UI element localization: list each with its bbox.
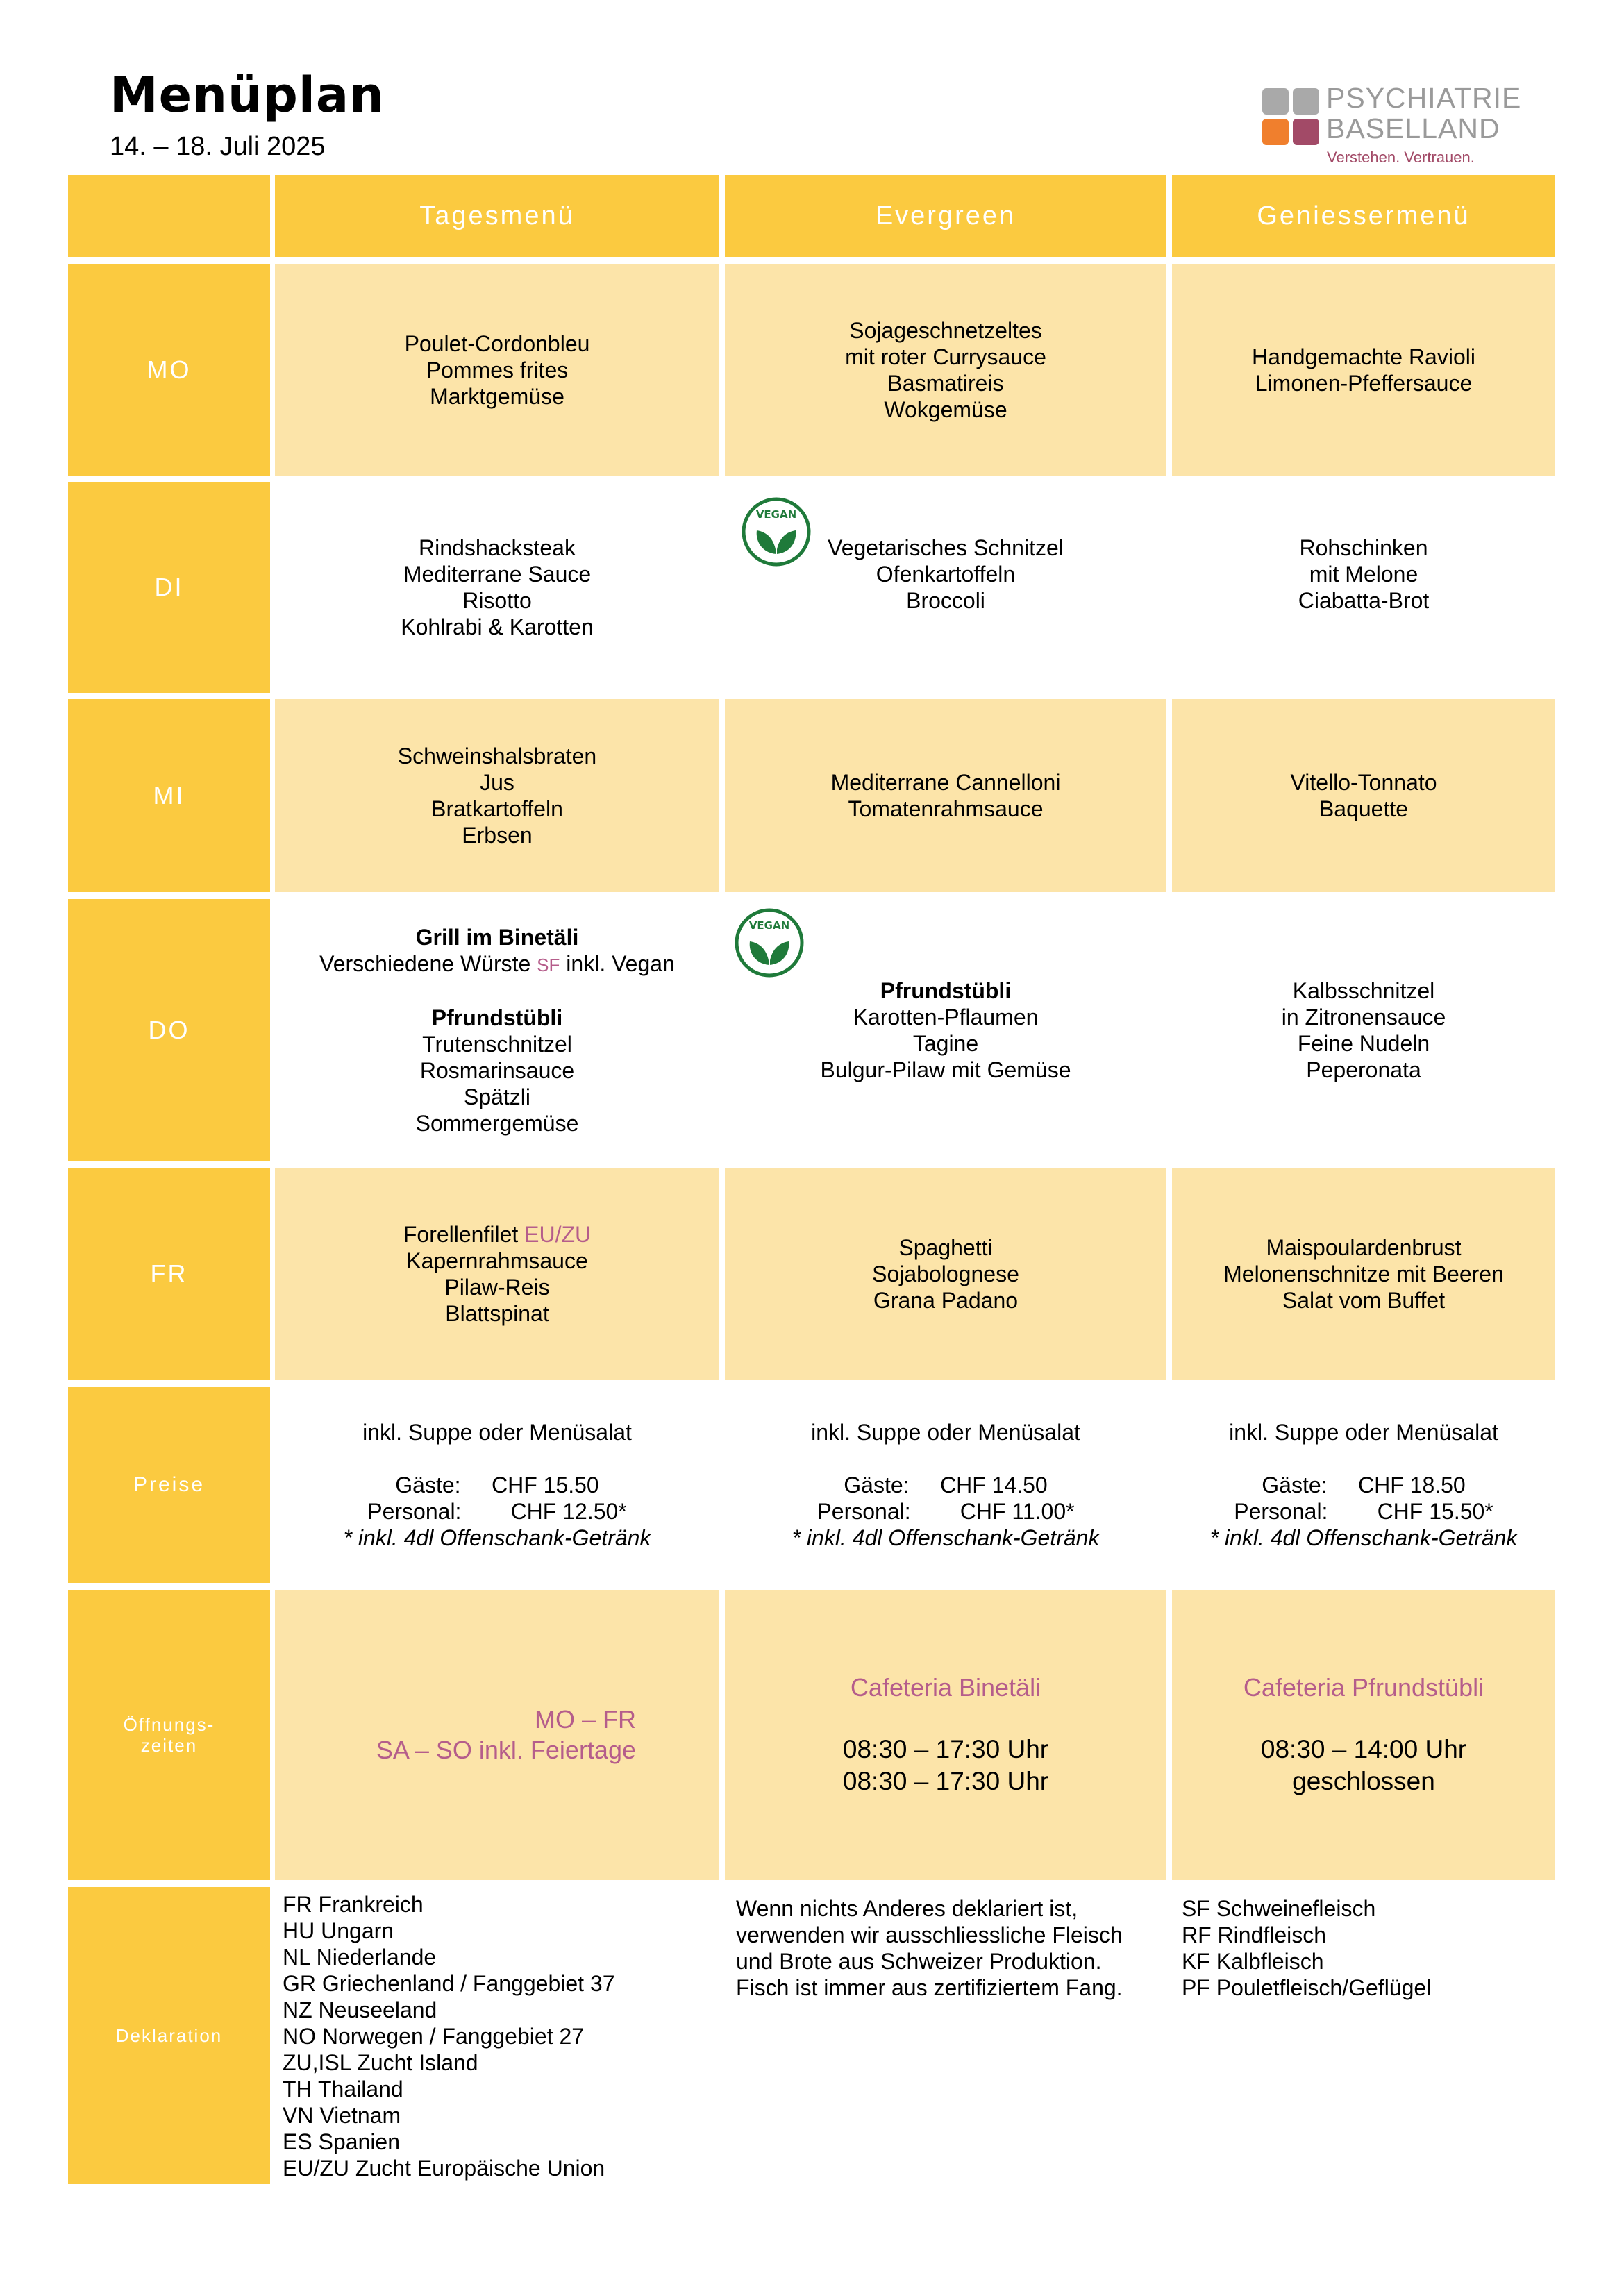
menu-line: Baquette: [1319, 796, 1409, 821]
menu-line: Karotten-Pflaumen: [853, 1005, 1039, 1030]
list-item: KF Kalbfleisch: [1182, 1949, 1324, 1974]
corner-cell: [68, 175, 270, 257]
price-staff-label: Personal:: [817, 1499, 911, 1524]
menu-line-forelle: [403, 1221, 591, 1248]
prices-geniesser: [1172, 1387, 1555, 1583]
list-item: GR Griechenland / Fanggebiet 37: [283, 1971, 615, 1996]
date-range: 14. – 18. Juli 2025: [110, 132, 326, 161]
menu-line: Kapernrahmsauce: [406, 1248, 588, 1273]
logo-square-orange: [1262, 119, 1289, 145]
opening-label: [68, 1590, 270, 1880]
menu-line: Feine Nudeln: [1297, 1031, 1430, 1056]
origin-tag-euzu: EU/ZU: [524, 1222, 592, 1247]
list-item: NO Norwegen / Fanggebiet 27: [283, 2024, 585, 2049]
menu-line: Spätzli: [463, 1084, 531, 1109]
price-guest-line: [1262, 1472, 1465, 1498]
menu-line: Maispoulardenbrust: [1266, 1235, 1462, 1260]
menu-line: Forellenfilet: [403, 1222, 525, 1247]
price-guest-label: Gäste:: [844, 1473, 910, 1498]
menu-mo-geniesser: [1172, 264, 1555, 476]
opening-pfrundstuebli: [1172, 1590, 1555, 1880]
menu-line: Sojageschnetzeltes: [849, 317, 1042, 343]
menu-line: Rosmarinsauce: [419, 1058, 575, 1083]
vegan-badge-icon: [742, 497, 811, 567]
menu-line: Pommes frites: [426, 357, 569, 383]
day-label-di: DI: [68, 482, 270, 693]
declaration-notice: [725, 1887, 1166, 2184]
price-guest-value: CHF 14.50: [939, 1473, 1048, 1498]
notice-line: Fisch ist immer aus zertifiziertem Fang.: [736, 1975, 1123, 2000]
vegan-badge-text: VEGAN: [755, 508, 797, 521]
prices-evergreen: [725, 1387, 1166, 1583]
menu-heading-pfrundstuebli: Pfrundstübli: [431, 1005, 563, 1030]
page-title: Menüplan: [110, 67, 385, 124]
list-item: VN Vietnam: [283, 2103, 401, 2128]
opening-label-line1: Öffnungs-: [123, 1714, 215, 1735]
list-item: ES Spanien: [283, 2129, 401, 2154]
menu-do-tages: [275, 899, 719, 1161]
price-note: * inkl. 4dl Offenschank-Getränk: [1209, 1525, 1518, 1550]
list-item: PF Pouletfleisch/Geflügel: [1182, 1975, 1432, 2000]
day-label-fr: FR: [68, 1168, 270, 1380]
menu-line: Tagine: [912, 1031, 979, 1056]
menu-line: Spaghetti: [898, 1235, 993, 1260]
price-guest-value: CHF 18.50: [1357, 1473, 1466, 1498]
menu-heading-pfrundstuebli: Pfrundstübli: [880, 978, 1012, 1003]
menu-line: Rohschinken: [1299, 535, 1428, 560]
menu-line: Rindshacksteak: [419, 535, 576, 560]
prices-included: inkl. Suppe oder Menüsalat: [811, 1420, 1080, 1445]
price-staff-value: CHF 15.50*: [1377, 1499, 1493, 1524]
vegan-badge-icon: [735, 908, 804, 978]
menu-line: Schweinshalsbraten: [397, 744, 597, 769]
logo-square-gray-2: [1293, 88, 1319, 115]
menu-line-sausages: [319, 950, 675, 978]
cafeteria-pfrundstuebli-weekday: 08:30 – 14:00 Uhr: [1260, 1735, 1467, 1763]
menu-line: Ciabatta-Brot: [1298, 588, 1430, 613]
day-label-do: DO: [68, 899, 270, 1161]
menu-line: Bratkartoffeln: [431, 796, 563, 821]
price-guest-line: [844, 1472, 1047, 1498]
menu-line: Kohlrabi & Karotten: [401, 614, 594, 639]
cafeteria-binetaeli-weekday: 08:30 – 17:30 Uhr: [842, 1735, 1049, 1763]
menu-fr-tages: [275, 1168, 719, 1380]
declaration-countries: [270, 1887, 719, 2184]
menu-line: Mediterrane Sauce: [403, 562, 592, 587]
menu-line: Salat vom Buffet: [1282, 1288, 1446, 1313]
menu-line: Kalbsschnitzel: [1292, 978, 1435, 1003]
price-staff-line: [817, 1498, 1074, 1525]
menu-line: Risotto: [462, 588, 532, 613]
notice-line: Wenn nichts Anderes deklariert ist,: [736, 1896, 1078, 1921]
list-item: FR Frankreich: [283, 1892, 424, 1917]
menu-mo-evergreen: [725, 264, 1166, 476]
notice-line: und Brote aus Schweizer Produktion.: [736, 1949, 1102, 1974]
menu-line: Sommergemüse: [415, 1111, 579, 1136]
list-item: EU/ZU Zucht Europäische Union: [283, 2156, 605, 2181]
list-item: ZU,ISL Zucht Island: [283, 2050, 478, 2075]
declaration-label: Deklaration: [68, 1887, 270, 2184]
menu-line: Mediterrane Cannelloni: [830, 770, 1061, 795]
vegan-badge-text: VEGAN: [748, 919, 790, 932]
menu-line: Peperonata: [1306, 1057, 1421, 1082]
menu-line: Blattspinat: [445, 1301, 549, 1326]
price-guest-line: [395, 1472, 598, 1498]
logo-tagline: Verstehen. Vertrauen.: [1327, 149, 1475, 166]
menu-line: Sojabolognese: [872, 1261, 1019, 1286]
menu-mi-geniesser: [1172, 699, 1555, 892]
menu-line: Vegetarisches Schnitzel: [828, 535, 1064, 560]
menu-line: Pilaw-Reis: [444, 1275, 550, 1300]
price-staff-line: [1234, 1498, 1493, 1525]
price-guest-label: Gäste:: [395, 1473, 461, 1498]
column-header-geniessermenu: Geniessermenü: [1172, 175, 1555, 257]
opening-weekend: SA – SO inkl. Feiertage: [376, 1736, 636, 1764]
menu-line: Broccoli: [906, 588, 985, 613]
list-item: TH Thailand: [283, 2077, 403, 2102]
prices-tages: [275, 1387, 719, 1583]
menu-line: Poulet-Cordonbleu: [404, 330, 590, 356]
menu-fr-evergreen: [725, 1168, 1166, 1380]
menu-line: Ofenkartoffeln: [876, 562, 1016, 587]
menu-line: Tomatenrahmsauce: [848, 796, 1044, 821]
column-header-tagesmenu: Tagesmenü: [275, 175, 719, 257]
menu-heading-grill: Grill im Binetäli: [415, 925, 579, 950]
menu-line: mit roter Currysauce: [845, 344, 1046, 369]
cafeteria-binetaeli-name: Cafeteria Binetäli: [850, 1673, 1041, 1702]
logo-line-2: BASELLAND: [1326, 112, 1500, 144]
prices-included: inkl. Suppe oder Menüsalat: [1229, 1420, 1498, 1445]
list-item: HU Ungarn: [283, 1918, 394, 1943]
logo-square-purple: [1293, 119, 1319, 145]
logo: [1262, 82, 1554, 168]
price-note: * inkl. 4dl Offenschank-Getränk: [343, 1525, 651, 1550]
menu-mo-tages: [275, 264, 719, 476]
list-item: RF Rindfleisch: [1182, 1922, 1327, 1947]
list-item: NL Niederlande: [283, 1945, 437, 1970]
price-guest-value: CHF 15.50: [491, 1473, 599, 1498]
cafeteria-pfrundstuebli-weekend: geschlossen: [1292, 1767, 1435, 1795]
day-label-mi: MI: [68, 699, 270, 892]
menu-line: mit Melone: [1309, 562, 1418, 587]
price-staff-label: Personal:: [1234, 1499, 1328, 1524]
menu-line: Vitello-Tonnato: [1290, 770, 1437, 795]
declaration-meats: [1172, 1887, 1555, 2184]
prices-included: inkl. Suppe oder Menüsalat: [362, 1420, 632, 1445]
menu-mi-evergreen: [725, 699, 1166, 892]
menu-line: Jus: [480, 770, 514, 795]
logo-square-gray-1: [1262, 88, 1289, 115]
price-note: * inkl. 4dl Offenschank-Getränk: [792, 1525, 1100, 1550]
cafeteria-binetaeli-weekend: 08:30 – 17:30 Uhr: [842, 1767, 1049, 1795]
menu-line: Wokgemüse: [884, 396, 1007, 422]
menu-line: inkl. Vegan: [560, 951, 675, 976]
notice-line: verwenden wir ausschliessliche Fleisch: [736, 1922, 1123, 1947]
logo-line-1: PSYCHIATRIE: [1326, 82, 1522, 114]
menu-line: Limonen-Pfeffersauce: [1255, 370, 1473, 396]
menu-line: Verschiedene Würste: [319, 951, 537, 976]
opening-binetaeli: [725, 1590, 1166, 1880]
menu-line: in Zitronensauce: [1281, 1005, 1446, 1030]
menu-fr-geniesser: [1172, 1168, 1555, 1380]
price-guest-label: Gäste:: [1262, 1473, 1328, 1498]
menu-line: Basmatireis: [887, 370, 1004, 396]
opening-weekday: MO – FR: [534, 1705, 636, 1734]
menu-line: Erbsen: [462, 823, 533, 848]
cafeteria-pfrundstuebli-name: Cafeteria Pfrundstübli: [1243, 1673, 1484, 1702]
prices-label: Preise: [68, 1387, 270, 1583]
menu-di-geniesser: [1172, 482, 1555, 693]
list-item: NZ Neuseeland: [283, 1997, 437, 2022]
price-staff-value: CHF 11.00*: [960, 1499, 1075, 1524]
price-staff-line: [367, 1498, 627, 1525]
menu-line: Melonenschnitze mit Beeren: [1223, 1261, 1504, 1286]
price-staff-value: CHF 12.50*: [510, 1499, 627, 1524]
menu-line: Bulgur-Pilaw mit Gemüse: [820, 1057, 1071, 1082]
menu-mi-tages: [275, 699, 719, 892]
menu-line: Marktgemüse: [430, 383, 564, 409]
column-header-evergreen: Evergreen: [725, 175, 1166, 257]
day-label-mo: MO: [68, 264, 270, 476]
menu-do-geniesser: [1172, 899, 1555, 1161]
menu-line: Grana Padano: [873, 1288, 1019, 1313]
origin-tag-sf: SF: [537, 955, 560, 975]
opening-label-line2: zeiten: [140, 1735, 198, 1756]
menu-line: Trutenschnitzel: [422, 1032, 572, 1057]
list-item: SF Schweinefleisch: [1182, 1896, 1376, 1921]
opening-days: [275, 1590, 719, 1880]
price-staff-label: Personal:: [367, 1499, 462, 1524]
menu-di-tages: [275, 482, 719, 693]
menu-line: Handgemachte Ravioli: [1252, 344, 1475, 369]
